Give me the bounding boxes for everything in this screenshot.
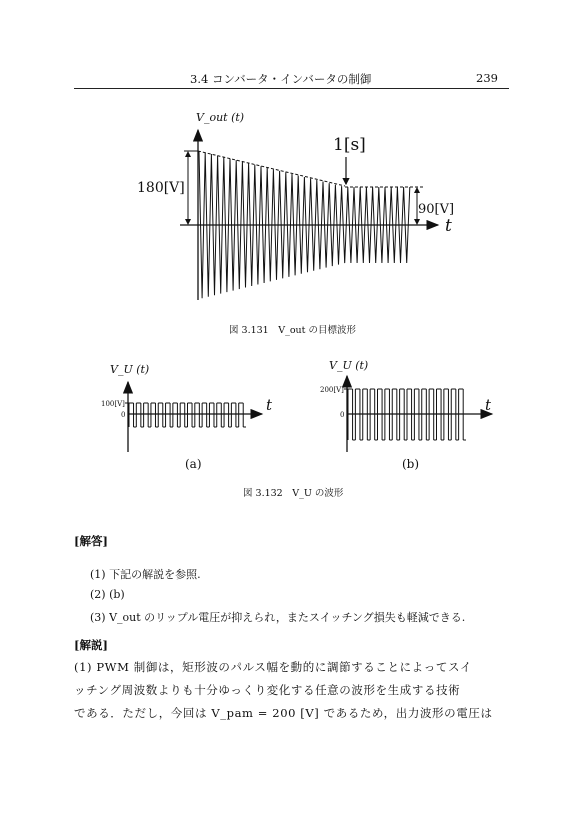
explanation-line-1: (1) PWM 制御は，矩形波のパルス幅を動的に調節することによってスイ <box>74 660 472 674</box>
fig2b-y-label: V_U (t) <box>329 359 369 372</box>
fig2a-sub-label: (a) <box>185 457 202 471</box>
fig2-caption: 図 3.132 V_U の波形 <box>243 488 344 499</box>
page-number: 239 <box>476 71 498 85</box>
explanation-heading: [解説] <box>74 638 108 652</box>
fig2a-level-label: 100[V] <box>101 400 125 408</box>
fig2b-level-label: 200[V] <box>320 386 344 394</box>
fig1-end-label: 90[V] <box>418 202 455 217</box>
answer-item-1: (1) 下記の解説を参照. <box>90 568 201 581</box>
fig1-caption: 図 3.131 V_out の目標波形 <box>229 325 357 336</box>
fig2b-sub-label: (b) <box>402 457 420 471</box>
fig2a-zero-label: 0 <box>121 411 126 419</box>
answer-item-2: (2) (b) <box>90 588 125 601</box>
fig2a-y-label: V_U (t) <box>110 363 150 376</box>
running-header-title: 3.4 コンバータ・インバータの制御 <box>190 72 372 86</box>
fig1-y-label: V_out (t) <box>196 111 245 124</box>
fig1-x-label: t <box>445 216 452 236</box>
answer-item-3: (3) V_out のリップル電圧が抑えられ，またスイッチング損失も軽減できる. <box>90 611 466 624</box>
explanation-line-2: ッチング周波数よりも十分ゆっくり変化する任意の波形を生成する技術 <box>74 683 461 697</box>
answer-heading: [解答] <box>74 534 108 548</box>
fig2b-zero-label: 0 <box>340 411 345 419</box>
fig1-time-label: 1[s] <box>333 135 366 155</box>
fig2a-pulse-train <box>125 403 246 427</box>
fig1-peak-label: 180[V] <box>137 180 185 196</box>
fig2a-x-label: t <box>266 396 273 414</box>
explanation-line-3: である．ただし，今回は V_pam = 200 [V] であるため，出力波形の電圧は <box>74 706 493 720</box>
fig2b-x-label: t <box>485 396 492 414</box>
fig1-envelope-top <box>198 151 345 186</box>
